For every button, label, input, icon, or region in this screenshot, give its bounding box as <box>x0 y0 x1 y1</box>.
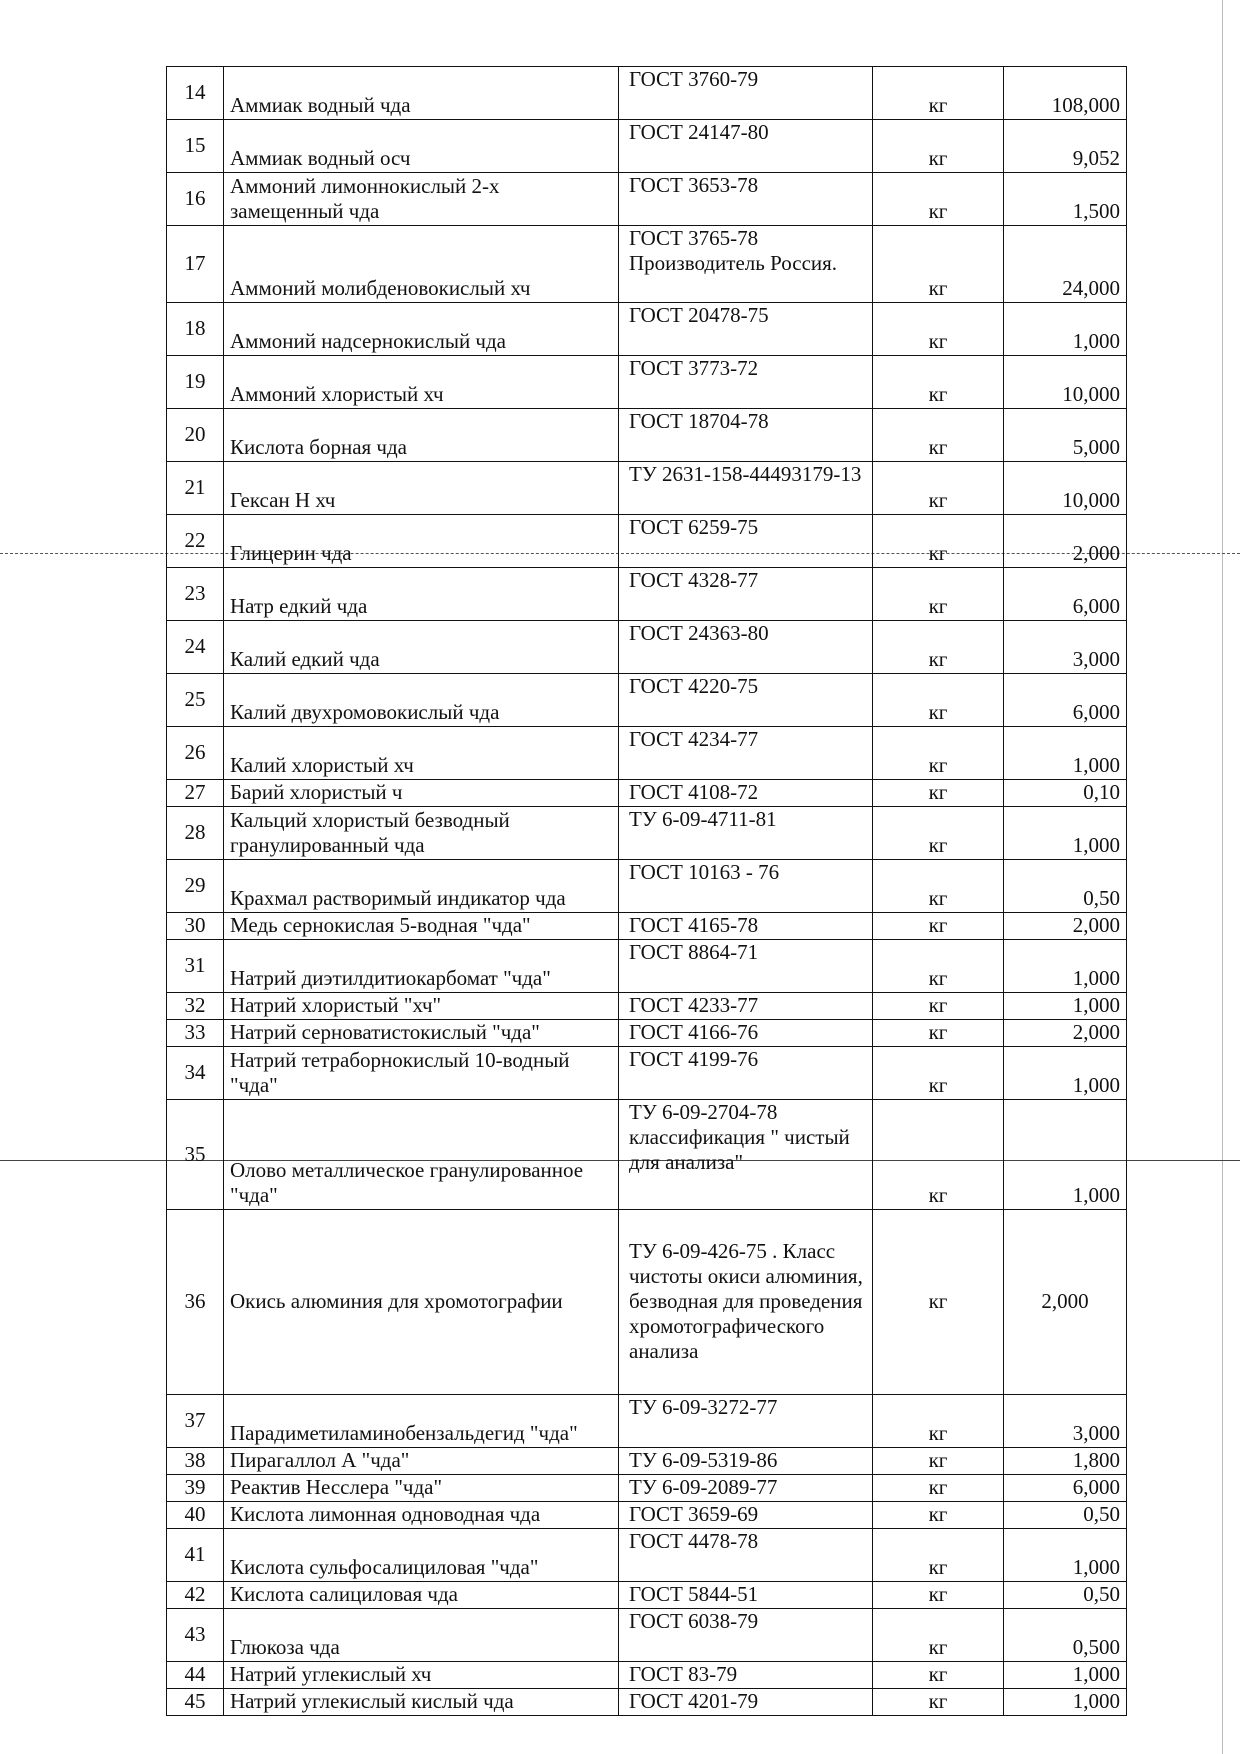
item-unit: кг <box>873 1662 1004 1689</box>
item-unit: кг <box>873 67 1004 120</box>
item-standard: ТУ 2631-158-44493179-13 <box>619 462 873 515</box>
item-standard: ГОСТ 3765-78 Производитель Россия. <box>619 226 873 303</box>
table-row <box>167 1529 1127 1582</box>
item-name: Барий хлористый ч <box>224 780 619 807</box>
table-row <box>167 1582 1127 1609</box>
item-quantity: 3,000 <box>1004 621 1127 674</box>
item-quantity: 1,000 <box>1004 1529 1127 1582</box>
table-row <box>167 515 1127 568</box>
row-number: 26 <box>167 727 224 780</box>
row-number: 32 <box>167 993 224 1020</box>
item-name: Аммиак водный чда <box>224 67 619 120</box>
row-number: 20 <box>167 409 224 462</box>
item-name: Крахмал растворимый индикатор чда <box>224 860 619 913</box>
row-number: 43 <box>167 1609 224 1662</box>
row-number: 22 <box>167 515 224 568</box>
item-unit: кг <box>873 807 1004 860</box>
item-unit: кг <box>873 462 1004 515</box>
item-unit: кг <box>873 1502 1004 1529</box>
table-row <box>167 120 1127 173</box>
row-number: 30 <box>167 913 224 940</box>
item-name: Аммоний хлористый хч <box>224 356 619 409</box>
row-number: 18 <box>167 303 224 356</box>
table-row <box>167 1689 1127 1716</box>
item-quantity: 0,50 <box>1004 1582 1127 1609</box>
item-standard: ГОСТ 6038-79 <box>619 1609 873 1662</box>
table-row <box>167 993 1127 1020</box>
item-quantity: 1,000 <box>1004 807 1127 860</box>
item-quantity: 2,000 <box>1004 515 1127 568</box>
table-row <box>167 1475 1127 1502</box>
item-name: Пирагаллол А "чда" <box>224 1448 619 1475</box>
item-quantity: 1,000 <box>1004 1689 1127 1716</box>
item-standard: ГОСТ 24363-80 <box>619 621 873 674</box>
item-name: Окись алюминия для хромотографии <box>224 1210 619 1395</box>
item-unit: кг <box>873 674 1004 727</box>
table-row <box>167 807 1127 860</box>
item-standard: ГОСТ 3760-79 <box>619 67 873 120</box>
item-name: Кислота сульфосалициловая "чда" <box>224 1529 619 1582</box>
item-standard: ГОСТ 24147-80 <box>619 120 873 173</box>
row-number: 21 <box>167 462 224 515</box>
row-number: 39 <box>167 1475 224 1502</box>
item-unit: кг <box>873 860 1004 913</box>
row-number: 19 <box>167 356 224 409</box>
reagents-table <box>166 66 1127 1716</box>
item-standard: ТУ 6-09-5319-86 <box>619 1448 873 1475</box>
table-row <box>167 568 1127 621</box>
item-name: Глицерин чда <box>224 515 619 568</box>
item-name: Натрий тетраборнокислый 10-водный "чда" <box>224 1047 619 1100</box>
item-name: Аммоний молибденовокислый хч <box>224 226 619 303</box>
table-row <box>167 1609 1127 1662</box>
table-row <box>167 462 1127 515</box>
item-unit: кг <box>873 1689 1004 1716</box>
row-number: 35 <box>167 1100 224 1210</box>
item-standard: ГОСТ 4220-75 <box>619 674 873 727</box>
item-standard: ГОСТ 4108-72 <box>619 780 873 807</box>
item-standard: ГОСТ 18704-78 <box>619 409 873 462</box>
row-number: 41 <box>167 1529 224 1582</box>
row-number: 14 <box>167 67 224 120</box>
table-row <box>167 1020 1127 1047</box>
item-unit: кг <box>873 1609 1004 1662</box>
item-name: Калий хлористый хч <box>224 727 619 780</box>
item-standard: ГОСТ 20478-75 <box>619 303 873 356</box>
row-number: 34 <box>167 1047 224 1100</box>
item-quantity: 1,800 <box>1004 1448 1127 1475</box>
item-quantity: 1,000 <box>1004 1100 1127 1210</box>
item-unit: кг <box>873 1395 1004 1448</box>
item-standard: ГОСТ 4166-76 <box>619 1020 873 1047</box>
item-standard: ГОСТ 4234-77 <box>619 727 873 780</box>
row-number: 37 <box>167 1395 224 1448</box>
item-unit: кг <box>873 727 1004 780</box>
page-edge-rule <box>1222 0 1223 1754</box>
item-quantity: 0,50 <box>1004 1502 1127 1529</box>
item-quantity: 0,50 <box>1004 860 1127 913</box>
item-name: Калий едкий чда <box>224 621 619 674</box>
row-number: 31 <box>167 940 224 993</box>
item-quantity: 1,000 <box>1004 993 1127 1020</box>
item-name: Олово металлическое гранулированное "чда" <box>224 1100 619 1210</box>
item-unit: кг <box>873 303 1004 356</box>
table-row <box>167 780 1127 807</box>
item-quantity: 5,000 <box>1004 409 1127 462</box>
table-row <box>167 67 1127 120</box>
row-number: 28 <box>167 807 224 860</box>
item-unit: кг <box>873 226 1004 303</box>
table-row <box>167 226 1127 303</box>
item-name: Кислота лимонная одноводная чда <box>224 1502 619 1529</box>
item-standard: ГОСТ 3653-78 <box>619 173 873 226</box>
table-row <box>167 1662 1127 1689</box>
item-quantity: 1,000 <box>1004 1047 1127 1100</box>
item-standard: ГОСТ 10163 - 76 <box>619 860 873 913</box>
item-unit: кг <box>873 780 1004 807</box>
table-row <box>167 356 1127 409</box>
item-name: Калий двухромовокислый чда <box>224 674 619 727</box>
item-unit: кг <box>873 1020 1004 1047</box>
row-number: 25 <box>167 674 224 727</box>
row-number: 44 <box>167 1662 224 1689</box>
item-unit: кг <box>873 1047 1004 1100</box>
item-quantity: 0,500 <box>1004 1609 1127 1662</box>
item-quantity: 2,000 <box>1004 1020 1127 1047</box>
item-quantity: 10,000 <box>1004 356 1127 409</box>
row-number: 45 <box>167 1689 224 1716</box>
item-name: Реактив Несслера "чда" <box>224 1475 619 1502</box>
row-number: 42 <box>167 1582 224 1609</box>
row-number: 23 <box>167 568 224 621</box>
item-quantity: 2,000 <box>1004 1210 1127 1395</box>
item-standard: ГОСТ 3659-69 <box>619 1502 873 1529</box>
row-number: 15 <box>167 120 224 173</box>
item-name: Кислота борная чда <box>224 409 619 462</box>
table-row <box>167 940 1127 993</box>
item-quantity: 1,000 <box>1004 727 1127 780</box>
item-standard: ГОСТ 6259-75 <box>619 515 873 568</box>
item-name: Медь сернокислая 5-водная "чда" <box>224 913 619 940</box>
row-number: 36 <box>167 1210 224 1395</box>
table-row <box>167 1502 1127 1529</box>
item-standard: ГОСТ 4199-76 <box>619 1047 873 1100</box>
item-quantity: 10,000 <box>1004 462 1127 515</box>
item-standard: ГОСТ 5844-51 <box>619 1582 873 1609</box>
item-name: Аммиак водный осч <box>224 120 619 173</box>
table-row <box>167 674 1127 727</box>
item-name: Аммоний лимоннокислый 2-х замещенный чда <box>224 173 619 226</box>
row-number: 38 <box>167 1448 224 1475</box>
item-standard: ГОСТ 8864-71 <box>619 940 873 993</box>
table-row <box>167 621 1127 674</box>
item-unit: кг <box>873 1448 1004 1475</box>
item-standard: ТУ 6-09-4711-81 <box>619 807 873 860</box>
item-name: Парадиметиламинобензальдегид "чда" <box>224 1395 619 1448</box>
item-unit: кг <box>873 173 1004 226</box>
table-row <box>167 303 1127 356</box>
table-row <box>167 1395 1127 1448</box>
item-name: Аммоний надсернокислый чда <box>224 303 619 356</box>
table-row <box>167 409 1127 462</box>
item-quantity: 1,000 <box>1004 1662 1127 1689</box>
item-standard: ТУ 6-09-2704-78 классификация " чистый для анализа" <box>619 1100 873 1210</box>
item-quantity: 1,500 <box>1004 173 1127 226</box>
table-row <box>167 173 1127 226</box>
item-unit: кг <box>873 621 1004 674</box>
item-unit: кг <box>873 120 1004 173</box>
item-name: Натрий диэтилдитиокарбомат "чда" <box>224 940 619 993</box>
item-quantity: 6,000 <box>1004 568 1127 621</box>
item-name: Кальций хлористый безводный гранулированный чда <box>224 807 619 860</box>
item-standard: ГОСТ 4201-79 <box>619 1689 873 1716</box>
item-unit: кг <box>873 568 1004 621</box>
table-row <box>167 727 1127 780</box>
reagents-table-body <box>167 67 1127 1716</box>
item-name: Натрий серноватистокислый "чда" <box>224 1020 619 1047</box>
table-row <box>167 1047 1127 1100</box>
item-quantity: 6,000 <box>1004 1475 1127 1502</box>
row-number: 24 <box>167 621 224 674</box>
item-unit: кг <box>873 356 1004 409</box>
item-name: Натр едкий чда <box>224 568 619 621</box>
item-standard: ТУ 6-09-3272-77 <box>619 1395 873 1448</box>
row-number: 27 <box>167 780 224 807</box>
item-unit: кг <box>873 1529 1004 1582</box>
row-number: 40 <box>167 1502 224 1529</box>
row-number: 29 <box>167 860 224 913</box>
item-name: Глюкоза чда <box>224 1609 619 1662</box>
item-standard: ГОСТ 4165-78 <box>619 913 873 940</box>
item-unit: кг <box>873 409 1004 462</box>
item-unit: кг <box>873 1582 1004 1609</box>
item-name: Кислота салициловая чда <box>224 1582 619 1609</box>
item-name: Гексан Н хч <box>224 462 619 515</box>
item-standard: ТУ 6-09-426-75 . Класс чистоты окиси алюминия, безводная для проведения хромотографического анализа <box>619 1210 873 1395</box>
item-unit: кг <box>873 1100 1004 1210</box>
item-quantity: 3,000 <box>1004 1395 1127 1448</box>
item-standard: ГОСТ 83-79 <box>619 1662 873 1689</box>
table-row <box>167 860 1127 913</box>
item-unit: кг <box>873 1210 1004 1395</box>
table-row <box>167 1100 1127 1210</box>
item-standard: ГОСТ 4328-77 <box>619 568 873 621</box>
item-quantity: 1,000 <box>1004 303 1127 356</box>
item-unit: кг <box>873 1475 1004 1502</box>
item-quantity: 24,000 <box>1004 226 1127 303</box>
item-quantity: 6,000 <box>1004 674 1127 727</box>
table-row <box>167 913 1127 940</box>
item-unit: кг <box>873 515 1004 568</box>
item-name: Натрий углекислый кислый чда <box>224 1689 619 1716</box>
table-row <box>167 1448 1127 1475</box>
item-standard: ГОСТ 4233-77 <box>619 993 873 1020</box>
item-standard: ГОСТ 4478-78 <box>619 1529 873 1582</box>
item-unit: кг <box>873 993 1004 1020</box>
row-number: 33 <box>167 1020 224 1047</box>
item-quantity: 9,052 <box>1004 120 1127 173</box>
item-quantity: 1,000 <box>1004 940 1127 993</box>
item-name: Натрий углекислый хч <box>224 1662 619 1689</box>
item-standard: ГОСТ 3773-72 <box>619 356 873 409</box>
row-number: 16 <box>167 173 224 226</box>
item-name: Натрий хлористый "хч" <box>224 993 619 1020</box>
item-quantity: 108,000 <box>1004 67 1127 120</box>
item-unit: кг <box>873 913 1004 940</box>
item-quantity: 0,10 <box>1004 780 1127 807</box>
item-unit: кг <box>873 940 1004 993</box>
table-row <box>167 1210 1127 1395</box>
row-number: 17 <box>167 226 224 303</box>
item-quantity: 2,000 <box>1004 913 1127 940</box>
item-standard: ТУ 6-09-2089-77 <box>619 1475 873 1502</box>
